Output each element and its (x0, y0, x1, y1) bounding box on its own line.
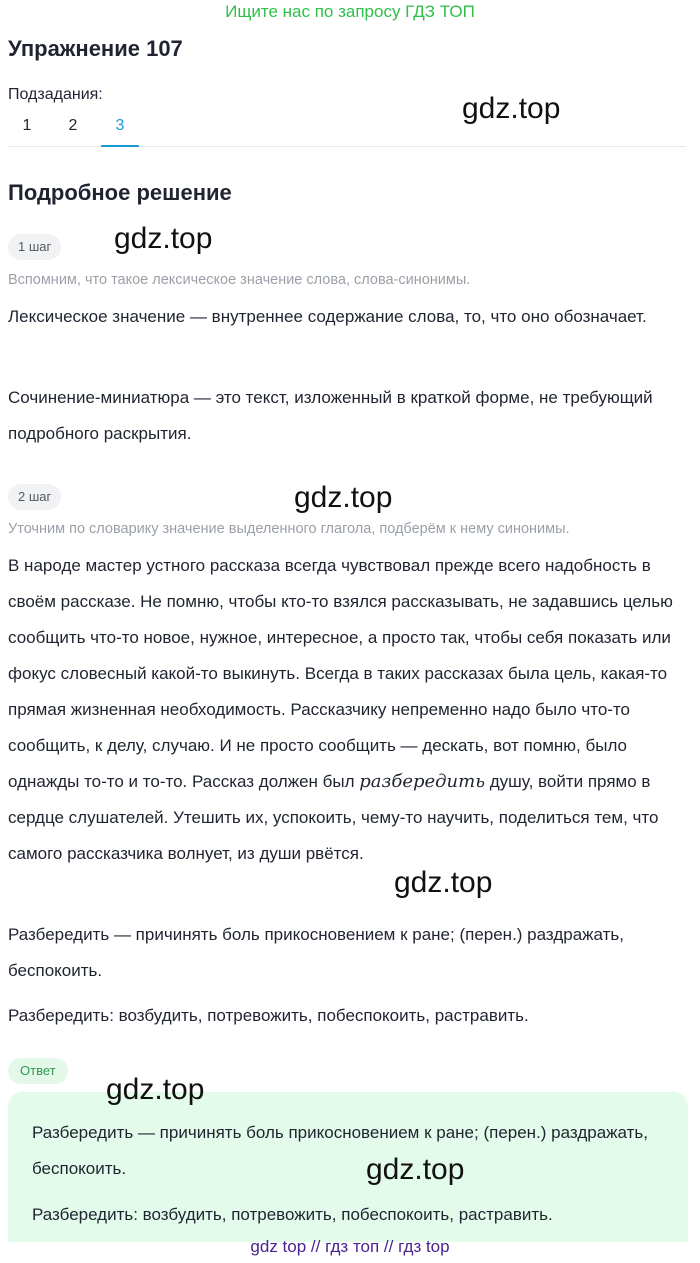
step-hint-2: Уточним по словарику значение выделенного глагола, подберём к нему синонимы. (8, 521, 570, 537)
step-2-definition: Разбередить — причинять боль прикосновением к ране; (перен.) раздражать, беспокоить. (8, 925, 624, 980)
watermark: gdz.top (366, 1153, 465, 1186)
step-2-excerpt (8, 548, 688, 872)
watermark: gdz.top (114, 222, 213, 255)
answer-definition: Разбередить — причинять боль прикосновением к ране; (перен.) раздражать, беспокоить. (32, 1123, 648, 1178)
bottom-link-bar[interactable]: gdz top // гдз топ // гдз top (250, 1237, 450, 1256)
subtask-tabs (8, 106, 686, 147)
watermark: gdz.top (106, 1073, 205, 1106)
tab-2[interactable]: 2 (68, 117, 78, 134)
answer-synonyms: Разбередить: возбудить, потревожить, побеспокоить, растравить. (32, 1205, 553, 1224)
excerpt-text-after: душу, войти прямо в сердце слушателей. Утешить их, успокоить, чему-то научить, поделиться тем, что самого рассказчика волнует, из души рвётся. (8, 772, 659, 863)
step-1-paragraph-1: Лексическое значение — внутреннее содержание слова, то, что оно обозначает. (8, 307, 647, 326)
step-2-synonyms: Разбередить: возбудить, потревожить, побеспокоить, растравить. (8, 1006, 529, 1025)
step-1-paragraph-2: Сочинение-миниатюра — это текст, изложенный в краткой форме, не требующий подробного раскрытия. (8, 388, 653, 443)
section-title: Подробное решение (8, 180, 232, 205)
watermark: gdz.top (394, 866, 493, 899)
tab-1[interactable]: 1 (22, 117, 32, 134)
excerpt-text-before: В народе мастер устного рассказа всегда чувствовал прежде всего надобность в своём рассказе. Не помню, чтобы кто-то взялся рассказывать, не задавшись целью сообщить что-то новое, нужное, интересное, а просто так, чтобы себя показать или фокус словесный какой-то выкинуть. Всегда в таких рассказах была цель, какая-то прямая жизненная необходимость. Рассказчику непременно надо было что-то сообщить, к делу, случаю. И не просто сообщить — дескать, вот помню, было однажды то-то и то-то. Рассказ должен был (8, 556, 673, 791)
subtasks-label: Подзадания: (8, 86, 103, 103)
step-badge-2: 2 шаг (8, 484, 61, 510)
page-title: Упражнение 107 (8, 36, 183, 61)
answer-badge: Ответ (8, 1058, 68, 1084)
top-banner[interactable]: Ищите нас по запросу ГДЗ ТОП (225, 2, 475, 21)
watermark: gdz.top (294, 481, 393, 514)
step-badge-1: 1 шаг (8, 234, 61, 260)
step-hint-1: Вспомним, что такое лексическое значение слова, слова-синонимы. (8, 272, 471, 288)
tab-3[interactable]: 3 (101, 106, 139, 147)
watermark: gdz.top (462, 92, 561, 125)
highlighted-verb: разбередить (359, 771, 486, 792)
